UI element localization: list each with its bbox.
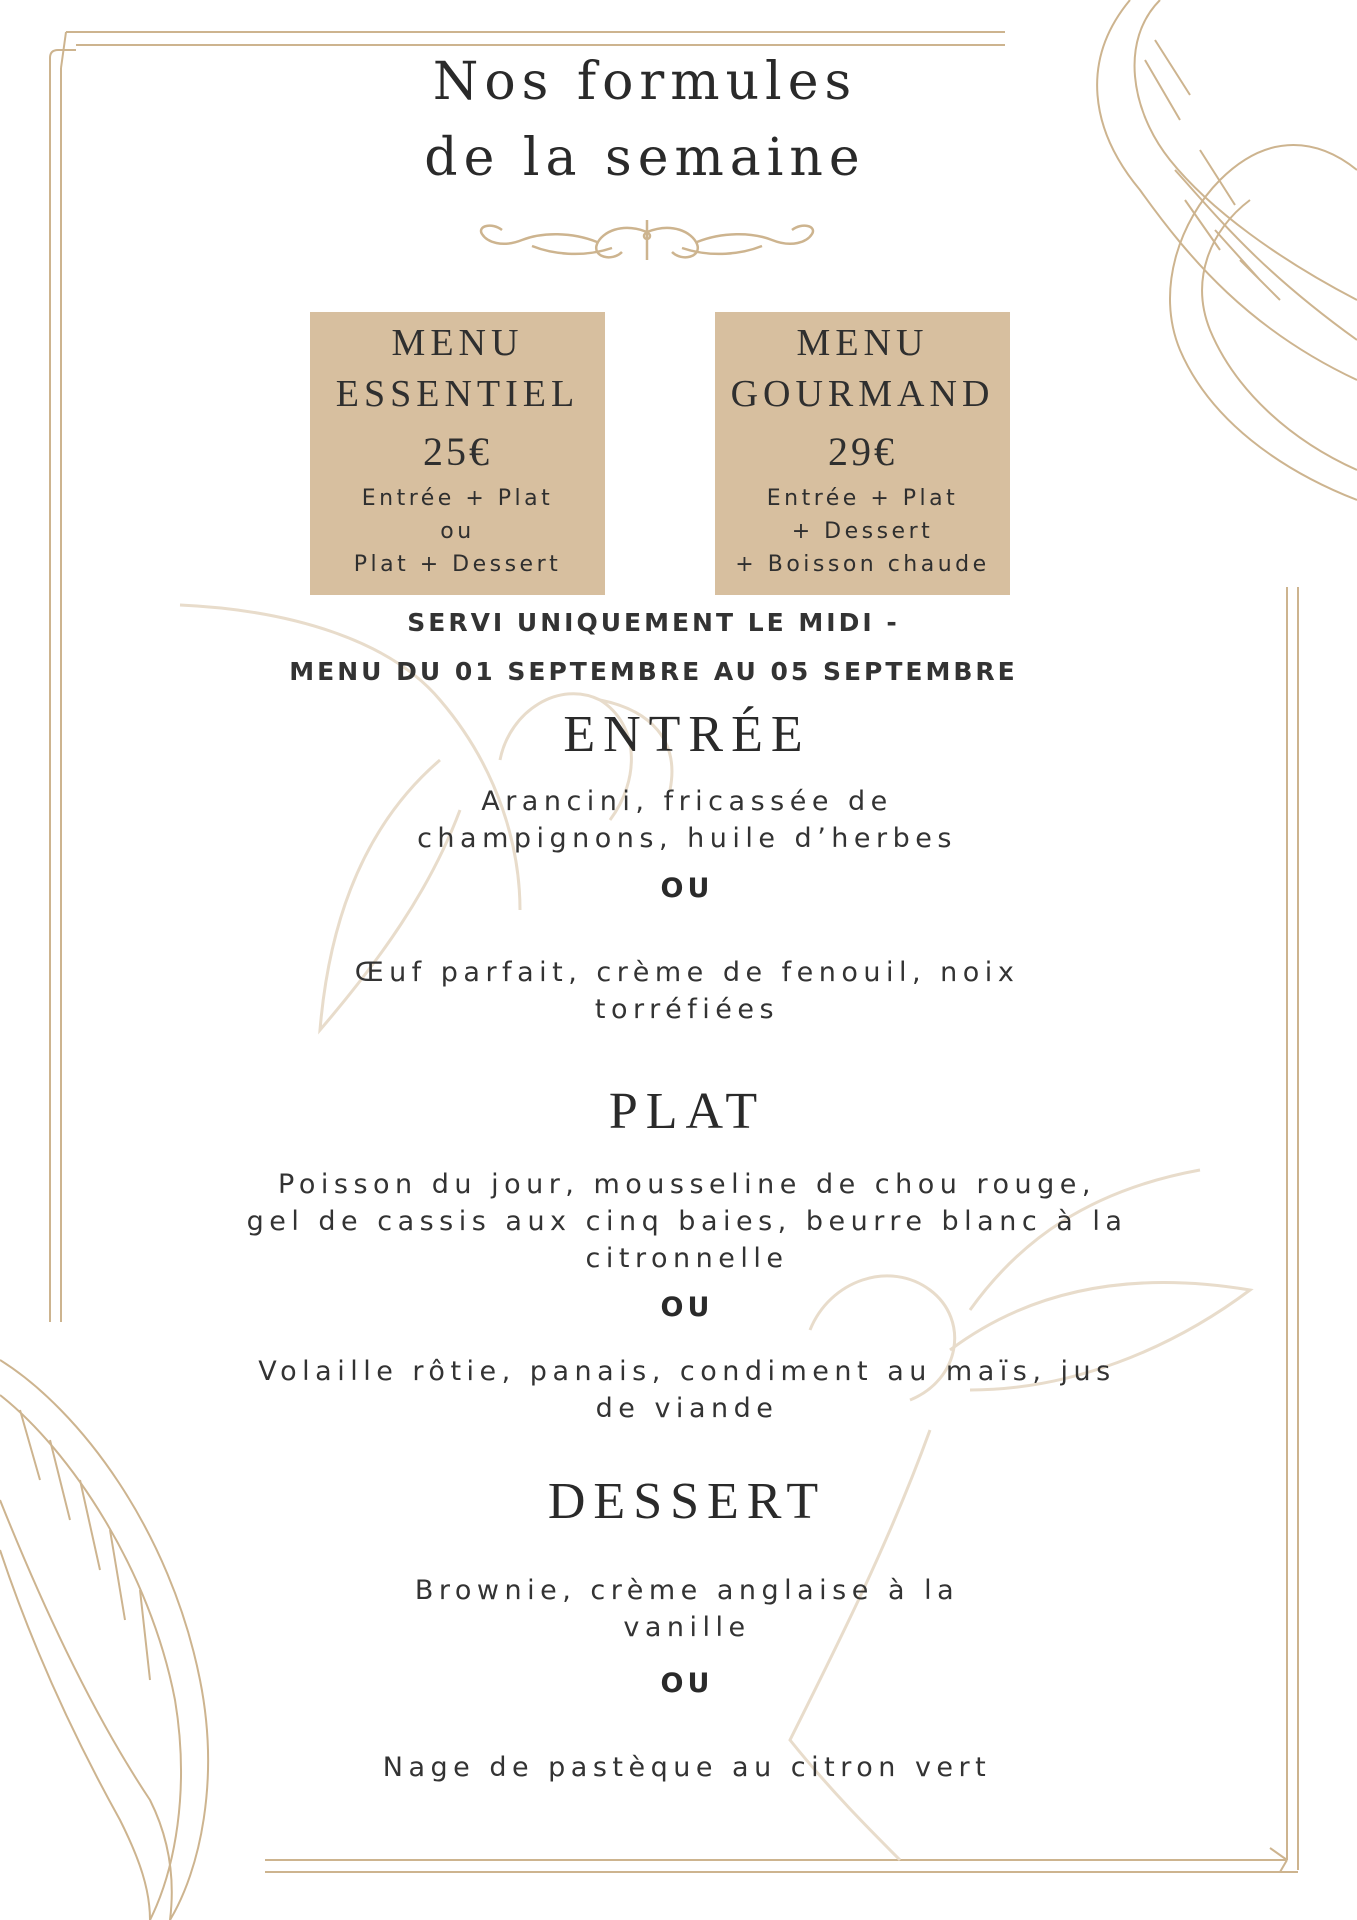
dish-line: Nage de pastèque au citron vert bbox=[382, 1752, 992, 1783]
menu-name-line-2: GOURMAND bbox=[730, 373, 995, 415]
entree-option-2 bbox=[0, 954, 1357, 1028]
section-heading-plat: PLAT bbox=[608, 1083, 766, 1140]
menu-price: 29€ bbox=[828, 429, 897, 474]
menu-detail-line-2: + Dessert bbox=[791, 519, 934, 544]
dish-line: de viande bbox=[595, 1393, 779, 1424]
dish-line: Arancini, fricassée de bbox=[481, 786, 893, 817]
entree-option-1 bbox=[0, 783, 1357, 857]
dish-line: torréfiées bbox=[594, 994, 780, 1025]
menu-price: 25€ bbox=[423, 429, 492, 474]
section-heading-dessert: DESSERT bbox=[547, 1473, 827, 1530]
dessert-option-2 bbox=[0, 1749, 1357, 1786]
dessert-option-1 bbox=[0, 1572, 1357, 1646]
dish-line: citronnelle bbox=[585, 1243, 789, 1274]
dish-line: Brownie, crème anglaise à la bbox=[414, 1575, 960, 1606]
dish-line: Œuf parfait, crème de fenouil, noix bbox=[354, 957, 1020, 988]
menu-detail-line-3: + Boisson chaude bbox=[735, 552, 990, 577]
dessert-separator: OU bbox=[660, 1668, 714, 1699]
plat-option-2 bbox=[0, 1353, 1357, 1427]
dish-line: gel de cassis aux cinq baies, beurre blanc à la bbox=[246, 1206, 1128, 1237]
menu-essentiel-card bbox=[310, 312, 605, 595]
menu-detail-line-1: Entrée + Plat bbox=[361, 486, 554, 511]
dish-line: vanille bbox=[623, 1612, 751, 1643]
menu-dates: MENU DU 01 SEPTEMBRE AU 05 SEPTEMBRE bbox=[289, 657, 1018, 686]
menu-name-line-2: ESSENTIEL bbox=[335, 373, 580, 415]
menu-detail-line-2: ou bbox=[440, 519, 475, 544]
dish-line: Volaille rôtie, panais, condiment au maïs, jus bbox=[258, 1356, 1116, 1387]
section-heading-entree: ENTRÉE bbox=[563, 706, 811, 763]
title-line-2: de la semaine bbox=[424, 128, 866, 188]
ornament-divider bbox=[472, 212, 822, 272]
dish-line: champignons, huile d’herbes bbox=[417, 823, 957, 854]
menu-detail-line-1: Entrée + Plat bbox=[766, 486, 959, 511]
menu-detail-line-3: Plat + Dessert bbox=[353, 552, 562, 577]
menu-name-line-1: MENU bbox=[796, 322, 929, 364]
menu-gourmand-card bbox=[715, 312, 1010, 595]
plat-option-1 bbox=[0, 1166, 1357, 1277]
menu-name-line-1: MENU bbox=[391, 322, 524, 364]
dish-line: Poisson du jour, mousseline de chou rouge, bbox=[278, 1169, 1096, 1200]
service-notice: SERVI UNIQUEMENT LE MIDI - bbox=[407, 608, 900, 637]
entree-separator: OU bbox=[660, 873, 714, 904]
page-title bbox=[0, 44, 1290, 196]
plat-separator: OU bbox=[660, 1292, 714, 1323]
title-line-1: Nos formules bbox=[432, 52, 858, 112]
